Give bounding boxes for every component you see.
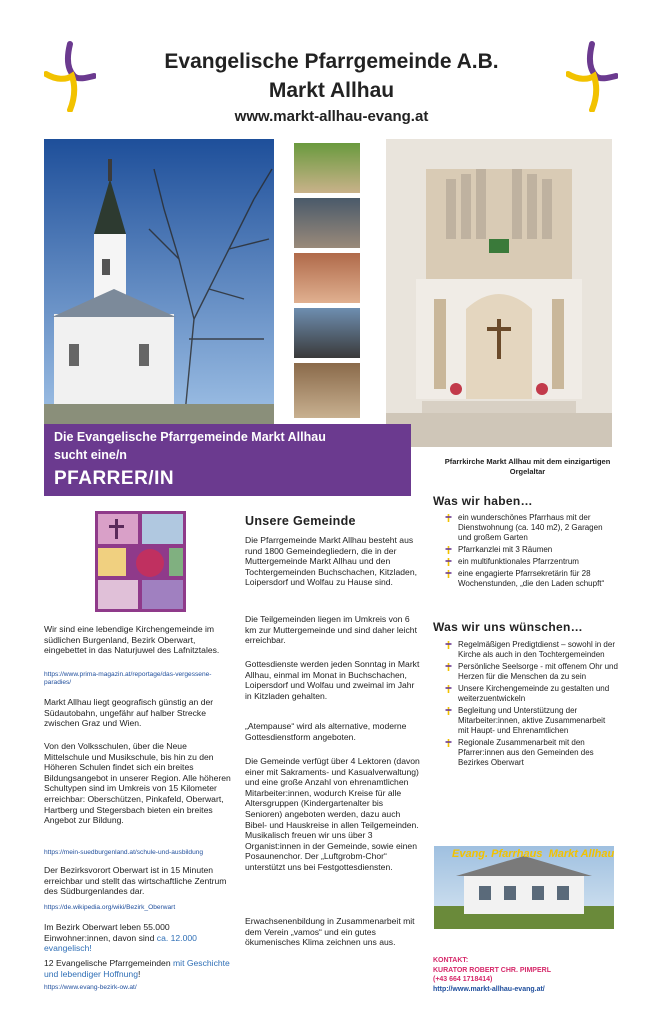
banner-position-title: PFARRER/IN [54,468,175,489]
list-item [440,640,618,660]
event-photo-3 [294,253,360,303]
contact-phone[interactable]: (+43 664 1718414) [433,976,493,983]
left-p5-highlight: ca. 12.000 evangelisch! [44,932,197,954]
middle-p6: Erwachsenenbildung in Zusammenarbeit mit dem Verein „vamos“ und ein gutes ökumenisches Klima zeichnen uns aus. [245,916,415,948]
left-p6-highlight: mit Geschichte und lebendiger Hoffnung [44,958,230,979]
list-item-text: Begleitung und Unterstützung der Mitarbeiter:innen, aktive Zusammenarbeit mit Haupt- und Ehrenamtlichen [458,706,606,735]
page-title-line2: Markt Allhau [268,79,395,102]
list-item [440,545,618,555]
contact-name: KURATOR ROBERT CHR. PIMPERL [433,966,551,974]
left-p5-text: Im Bezirk Oberwart leben 55.000 Einwohner:innen, davon sind [44,922,170,943]
cross-bullet-icon [445,707,452,715]
event-photo-1 [294,143,360,193]
event-photo-2 [294,198,360,248]
organ-altar-photo [386,139,612,447]
list-item-text: Pfarrkanzlei mit 3 Räumen [458,545,553,554]
left-p6-end: ! [137,968,141,979]
middle-p4: „Atempause“ wird als alternative, moderne Gottesdienstform angeboten. [245,721,407,742]
event-photo-5 [294,363,360,418]
banner-line1: Die Evangelische Pfarrgemeinde Markt Allhau [54,430,326,444]
header-website: www.markt-allhau-evang.at [234,108,429,125]
list-item [440,513,618,543]
headline-banner [44,424,411,496]
list-item-text: Unsere Kirchengemeinde zu gestalten und weiterzuentwickeln [458,684,610,703]
organ-caption: Pfarrkirche Markt Allhau mit dem einzigartigen Orgelaltar [444,457,611,476]
have-list [440,513,618,591]
middle-p5: Die Gemeinde verfügt über 4 Lektoren (davon einer mit Sakraments- und Kasualverwaltung) und eine große Anzahl von ehrenamtlichen Mitarbeiter:innen, wodurch Kreise für alle Altersgruppen (Kindergartenalter bis Senioren) angeboten werden, dazu auch Bibel- und Hauskreise in allen Teilgemeinden. Musikalisch freuen wir uns über 3 Organist:innen in der Gemeinde, sowie einen Posaunenchor. Der „Luftgrobm-Chor“ unterstützt uns bei Festgottesdiensten. [245,756,420,872]
link-wikipedia-oberwart[interactable]: https://de.wikipedia.org/wiki/Bezirk_Oberwart [44,904,176,911]
list-item [440,569,618,589]
parish-collage [95,511,186,612]
link-suedburgenland[interactable]: https://mein-suedburgenland.at/schule-und-ausbildung [44,849,204,856]
parish-house-photo [434,846,614,929]
church-photo [44,139,274,424]
link-evang-bezirk[interactable]: https://www.evang-bezirk-ow.at/ [44,984,137,991]
list-item [440,557,618,567]
middle-p1: Die Pfarrgemeinde Markt Allhau besteht aus rund 1800 Gemeindegliedern, die in der Muttergemeinde Markt Allhau und den Tochtergemeinden Buchschachen, Kitzladen, Loipersdorf und Wolfau zu Hause sind. [245,535,417,588]
cross-bullet-icon [445,570,452,578]
left-p2: Markt Allhau liegt geografisch günstig an der Südautobahn, ungefähr auf halber Strecke zwischen Graz und Wien. [44,697,214,729]
have-heading: Was wir haben… [433,494,533,508]
list-item [440,738,618,768]
middle-heading: Unsere Gemeinde [245,514,356,528]
middle-p2: Die Teilgemeinden liegen im Umkreis von 6 km zur Muttergemeinde und sind daher leicht erreichbar. [245,614,417,646]
list-item [440,706,618,736]
list-item-text: Regelmäßigen Predigtdienst – sowohl in der Kirche als auch in den Tochtergemeinden [458,640,615,659]
contact-label: KONTAKT: [433,957,469,964]
list-item-text: ein multifunktionales Pfarrzentrum [458,557,579,566]
cross-bullet-icon [445,739,452,747]
list-item-text: Persönliche Seelsorge - mit offenem Ohr und Herzen für die Menschen da zu sein [458,662,618,681]
house-sign: Evang. Pfarrhaus Markt Allhau [452,848,614,860]
left-p4: Der Bezirksvorort Oberwart ist in 15 Minuten erreichbar und stellt das wirtschaftliche Zentrum des Südburgenlandes dar. [44,865,227,897]
cross-bullet-icon [445,546,452,554]
wish-list [440,640,618,770]
cross-bullet-icon [445,663,452,671]
page-title-line1: Evangelische Pfarrgemeinde A.B. [164,50,499,73]
left-p3: Von den Volksschulen, über die Neue Mittelschule und Musikschule, bis hin zu den Höheren Schulen findet sich ein breites Bildungsangebot in unserer Region. Alle höheren Schultypen sind im Umkreis von 15 Kilometer erreichbar: Oberschützen, Pinkafeld, Oberwart, Hartberg und Stegersbach bieten ein breites Angebot zur Bildung. [44,741,231,826]
event-photo-4 [294,308,360,358]
contact-website[interactable]: http://www.markt-allhau-evang.at/ [433,985,545,993]
left-p6 [44,958,234,979]
cross-bullet-icon [445,558,452,566]
list-item [440,662,618,682]
cross-bullet-icon [445,514,452,522]
left-p6-text: 12 Evangelische Pfarrgemeinden [44,958,173,968]
link-prima-magazin[interactable]: https://www.prima-magazin.at/reportage/das-vergessene-paradies/ [44,671,212,686]
middle-p3: Gottesdienste werden jeden Sonntag in Markt Allhau, einmal im Monat in Buchschachen, Loipersdorf und Wolfau und zweimal im Jahr in Kitzladen gehalten. [245,659,420,701]
list-item-text: eine engagierte Pfarrsekretärin für 28 Wochenstunden, „die den Laden schupft“ [458,569,605,588]
left-p1: Wir sind eine lebendige Kirchengemeinde im südlichen Burgenland, Bezirk Oberwart, eingebettet in das Naturjuwel des Lafnitztales. [44,624,220,656]
cross-bullet-icon [445,641,452,649]
list-item-text: Regionale Zusammenarbeit mit den Pfarrer:innen aus den Gemeinden des Bezirkes Oberwart [458,738,594,767]
list-item [440,684,618,704]
list-item-text: ein wunderschönes Pfarrhaus mit der Dienstwohnung (ca. 140 m2), 2 Garagen und großem Garten [458,513,603,542]
cross-bullet-icon [445,685,452,693]
contact-block [433,956,551,994]
banner-line2: sucht eine/n [54,448,127,462]
wish-heading: Was wir uns wünschen… [433,620,583,634]
left-p5 [44,922,234,954]
